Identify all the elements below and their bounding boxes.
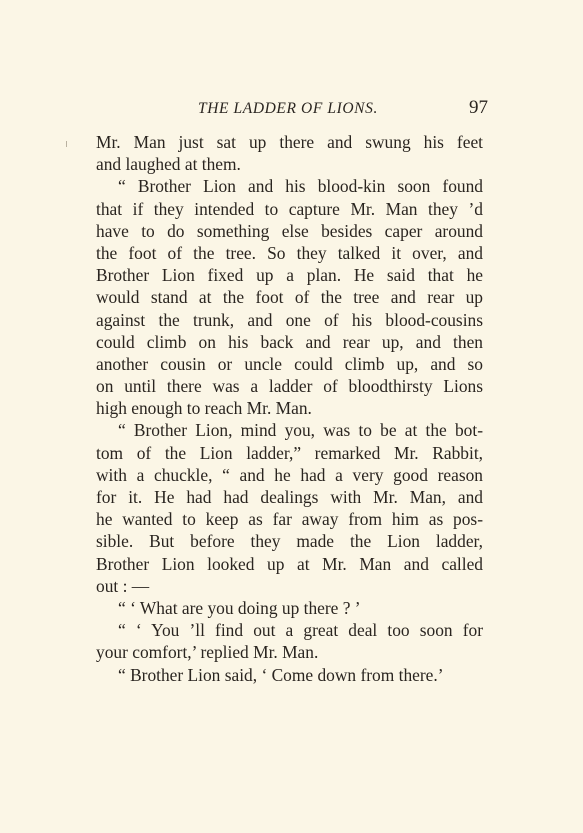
text-line: tom of the Lion ladder,” remarked Mr. Rabbit, (96, 442, 483, 463)
text-line: on until there was a ladder of bloodthirsty Lions (96, 376, 483, 397)
text-line: Brother Lion looked up at Mr. Man and called (96, 553, 483, 574)
text-line: he wanted to keep as far away from him as pos- (96, 509, 483, 530)
text-line: and laughed at them. (96, 154, 241, 175)
text-line: “ Brother Lion, mind you, was to be at the bot- (118, 420, 483, 441)
text-line: “ ‘ You ’ll find out a great deal too soon for (118, 620, 483, 641)
text-line: your comfort,’ replied Mr. Man. (96, 642, 319, 663)
text-line: sible. But before they made the Lion ladder, (96, 531, 483, 552)
text-line: another cousin or uncle could climb up, and so (96, 353, 483, 374)
text-line: that if they intended to capture Mr. Man they ’d (96, 198, 483, 219)
text-line: the foot of the tree. So they talked it over, and (96, 242, 483, 263)
page-number: 97 (469, 97, 488, 118)
text-line: would stand at the foot of the tree and rear up (96, 287, 483, 308)
text-line: high enough to reach Mr. Man. (96, 398, 312, 419)
body-text (96, 131, 483, 686)
text-line: “ ‘ What are you doing up there ? ’ (118, 597, 361, 618)
text-line: “ Brother Lion said, ‘ Come down from there.’ (118, 664, 444, 685)
text-line: “ Brother Lion and his blood-kin soon found (118, 176, 483, 197)
text-line: could climb on his back and rear up, and then (96, 331, 483, 352)
text-line: out : — (96, 575, 150, 596)
running-title: THE LADDER OF LIONS. (198, 100, 378, 117)
text-line: with a chuckle, “ and he had a very good reason (96, 464, 483, 485)
text-line: Brother Lion fixed up a plan. He said that he (96, 265, 483, 286)
text-line: have to do something else besides caper around (96, 220, 483, 241)
text-line: Mr. Man just sat up there and swung his feet (96, 132, 483, 152)
running-head (96, 97, 488, 124)
margin-mark (66, 141, 67, 147)
text-line: for it. He had had dealings with Mr. Man, and (96, 487, 483, 507)
text-line: against the trunk, and one of his blood-cousins (96, 309, 483, 330)
